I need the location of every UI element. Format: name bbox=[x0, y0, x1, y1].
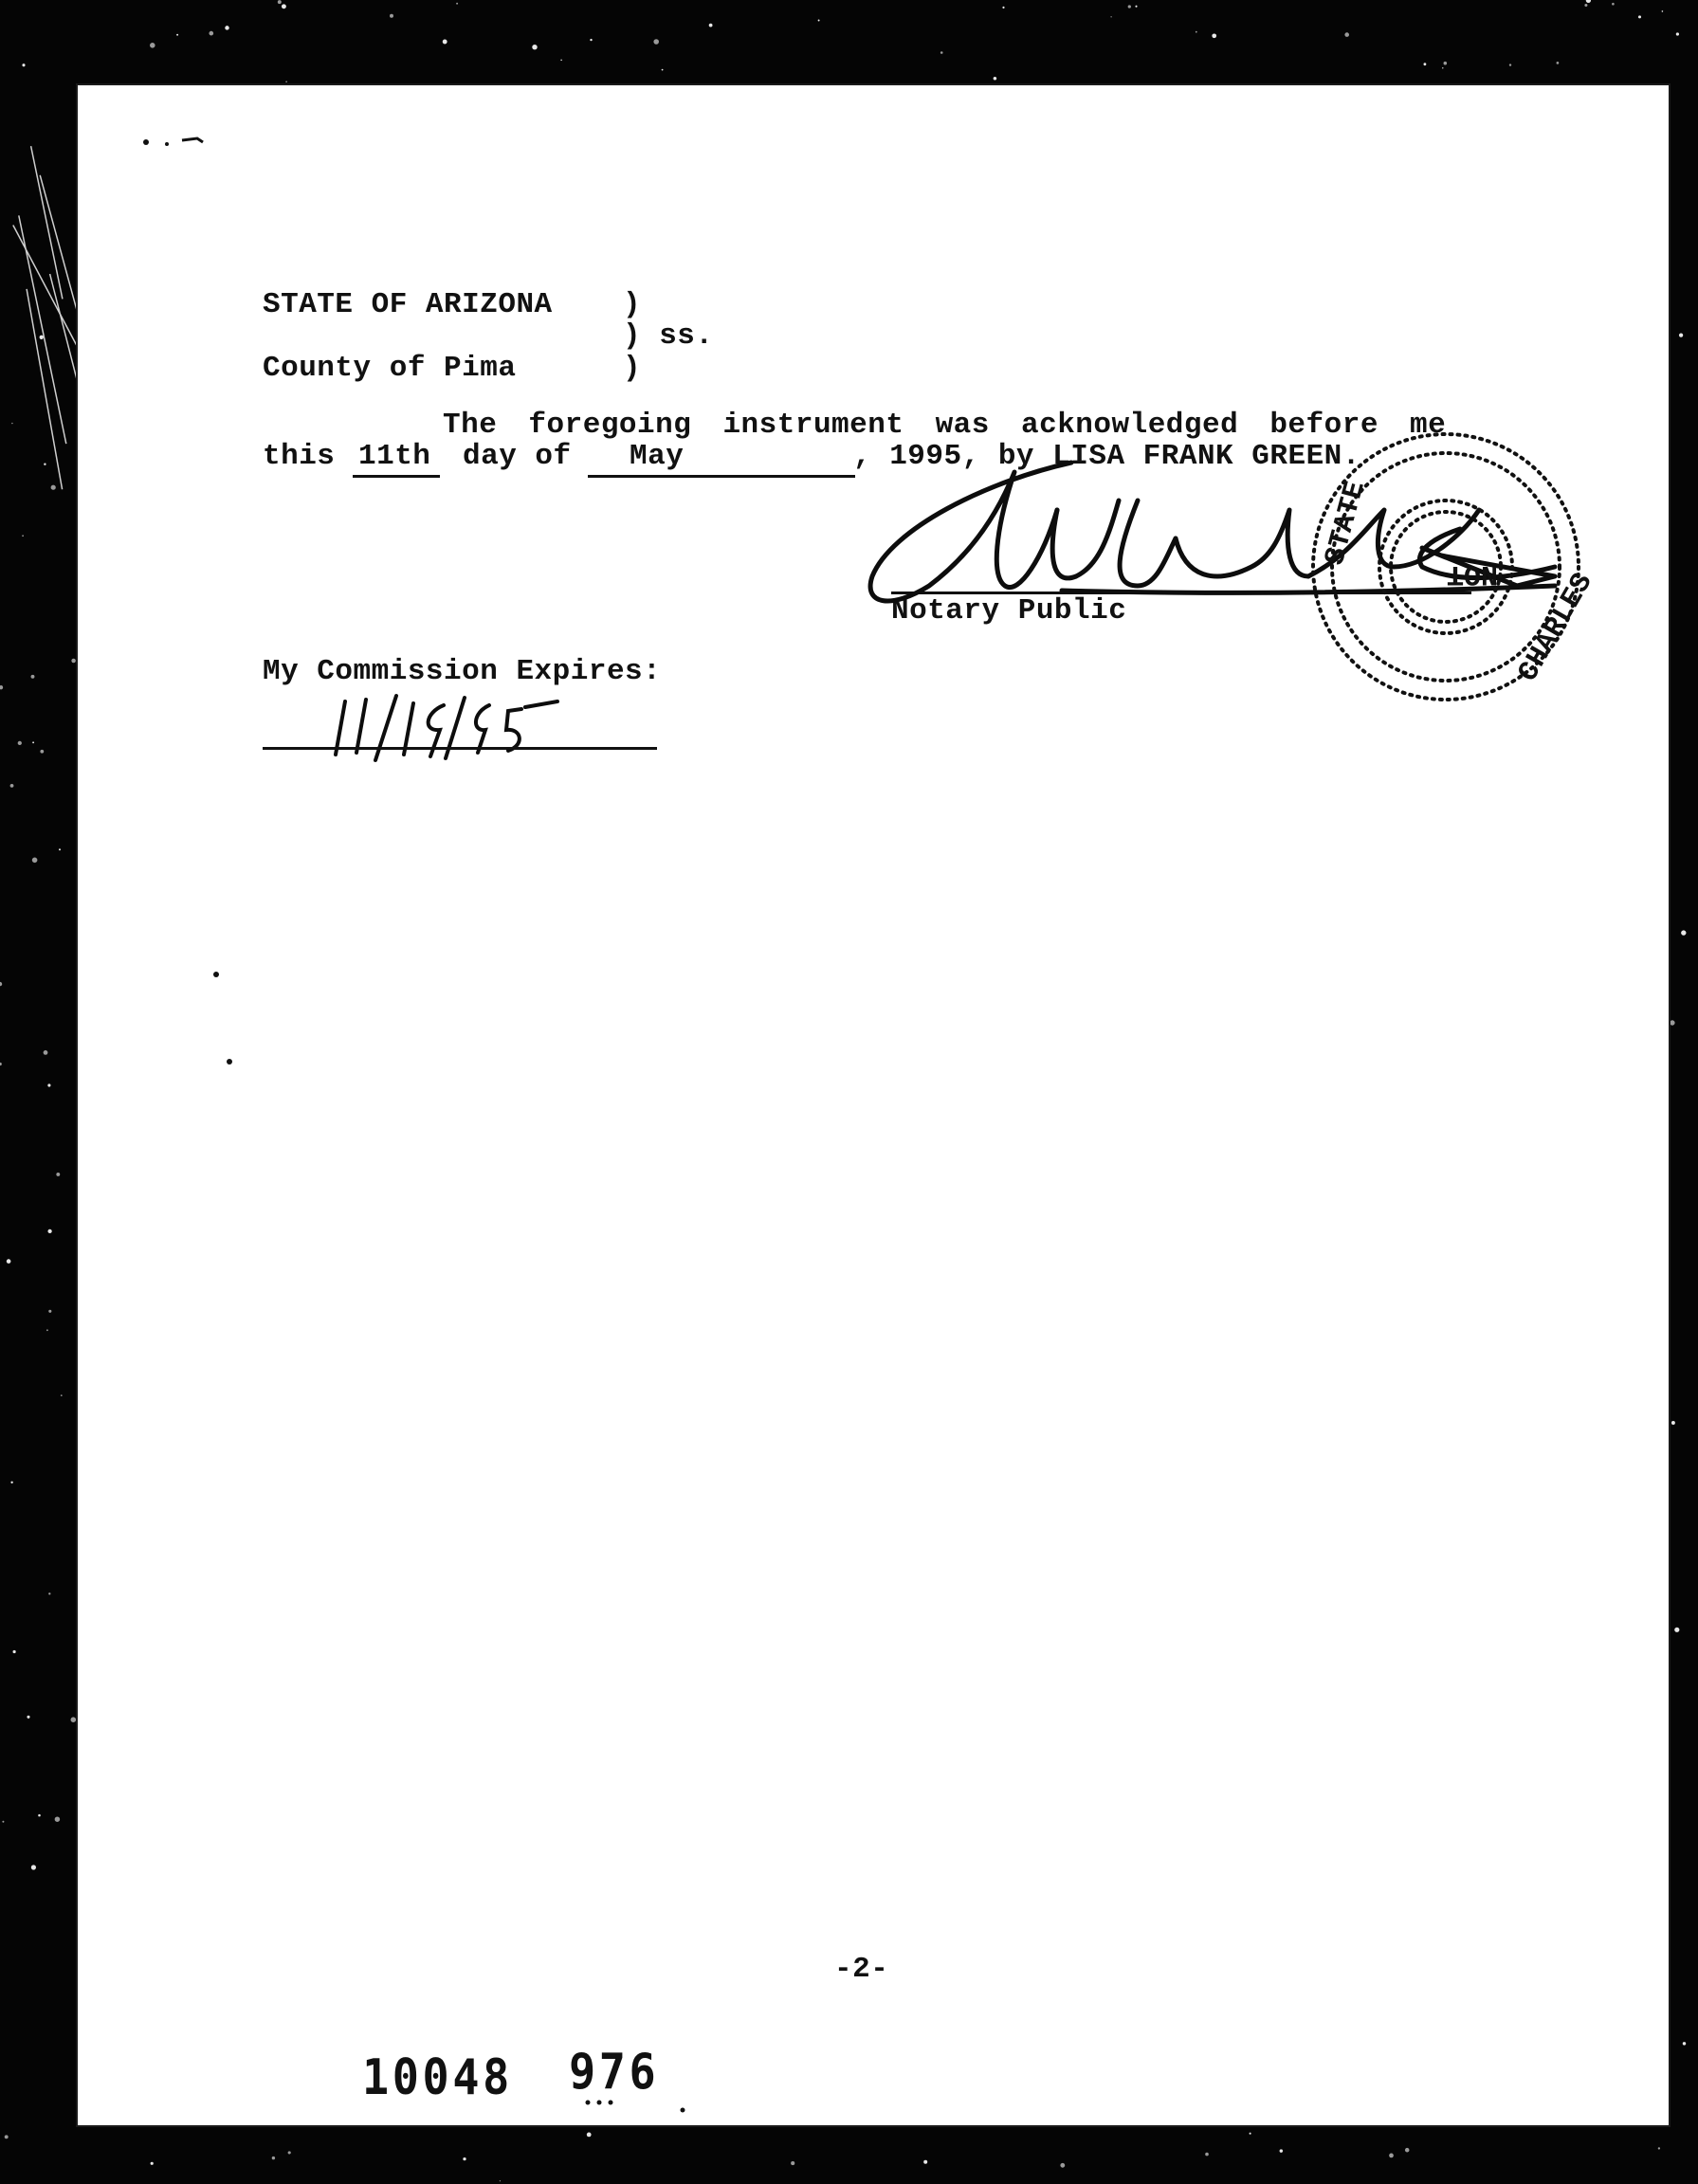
document-page bbox=[76, 83, 1671, 2127]
venue-ss: ) ss. bbox=[623, 319, 714, 353]
noise-speck bbox=[1670, 1020, 1674, 1025]
noise-speck bbox=[51, 485, 56, 490]
noise-speck bbox=[1662, 10, 1664, 12]
noise-scratch bbox=[19, 215, 66, 444]
noise-speck bbox=[940, 51, 943, 54]
commission-label: My Commission Expires: bbox=[263, 655, 662, 688]
noise-speck bbox=[560, 60, 561, 61]
noise-speck bbox=[46, 1329, 48, 1331]
noise-speck bbox=[662, 69, 664, 71]
venue-paren-top: ) bbox=[623, 288, 642, 321]
acknowledgment-day: 11th bbox=[358, 440, 431, 473]
stray-marks bbox=[140, 133, 216, 152]
noise-speck bbox=[59, 848, 61, 850]
venue-paren-bottom: ) bbox=[623, 352, 642, 385]
noise-speck bbox=[709, 24, 713, 27]
noise-speck bbox=[18, 741, 22, 745]
noise-speck bbox=[0, 685, 3, 689]
noise-speck bbox=[1405, 2148, 1410, 2153]
document-stamp-left: 10048 bbox=[362, 2049, 513, 2106]
noise-speck bbox=[443, 40, 447, 45]
noise-scratch bbox=[27, 289, 63, 489]
noise-speck bbox=[47, 1229, 51, 1233]
noise-speck bbox=[463, 2157, 466, 2160]
svg-text:STATE: STATE bbox=[1319, 478, 1373, 569]
acknowledgment-day-of: day of bbox=[463, 440, 572, 473]
noise-speck bbox=[1676, 32, 1679, 35]
noise-speck bbox=[272, 2157, 275, 2159]
noise-speck bbox=[1205, 2153, 1209, 2157]
noise-speck bbox=[994, 77, 997, 81]
noise-speck bbox=[32, 858, 38, 864]
noise-speck bbox=[22, 64, 25, 66]
noise-speck bbox=[44, 464, 46, 465]
noise-speck bbox=[1389, 2154, 1394, 2158]
noise-speck bbox=[1557, 62, 1560, 64]
noise-speck bbox=[48, 1310, 51, 1313]
noise-speck bbox=[1280, 2149, 1283, 2152]
noise-speck bbox=[1638, 15, 1641, 18]
noise-speck bbox=[1135, 6, 1137, 8]
noise-speck bbox=[31, 675, 35, 679]
noise-speck bbox=[176, 34, 178, 36]
noise-speck bbox=[285, 81, 287, 82]
noise-speck bbox=[40, 336, 44, 339]
noise-speck bbox=[1674, 1628, 1679, 1632]
noise-speck bbox=[27, 1716, 29, 1719]
noise-speck bbox=[1612, 3, 1615, 6]
noise-speck bbox=[1212, 33, 1216, 38]
noise-speck bbox=[48, 1592, 50, 1594]
document-stamp-right: 976 bbox=[569, 2044, 660, 2101]
noise-speck bbox=[40, 750, 44, 754]
notary-seal bbox=[1289, 406, 1612, 737]
county-heading: County of Pima bbox=[263, 352, 517, 385]
noise-speck bbox=[61, 1394, 63, 1396]
noise-speck bbox=[44, 1050, 48, 1055]
noise-speck bbox=[150, 43, 155, 48]
noise-speck bbox=[288, 2151, 291, 2154]
noise-speck bbox=[1444, 62, 1448, 65]
state-heading: STATE OF ARIZONA bbox=[263, 288, 553, 321]
noise-speck bbox=[13, 1650, 16, 1653]
acknowledgment-line-1: The foregoing instrument was acknowledged before me bbox=[443, 409, 1447, 442]
noise-speck bbox=[1584, 4, 1587, 7]
noise-speck bbox=[818, 20, 820, 22]
page-number: -2- bbox=[834, 1953, 889, 1986]
acknowledgment-year-by: , 1995, by LISA FRANK GREEN. bbox=[853, 440, 1360, 473]
notary-public-label: Notary Public bbox=[891, 594, 1127, 628]
noise-speck bbox=[2, 1821, 4, 1823]
margin-dots bbox=[209, 965, 246, 1079]
noise-speck bbox=[0, 982, 2, 986]
day-underline bbox=[353, 475, 440, 478]
noise-speck bbox=[7, 1259, 11, 1264]
noise-speck bbox=[923, 2160, 927, 2164]
noise-speck bbox=[532, 45, 537, 49]
noise-speck bbox=[1196, 31, 1197, 33]
noise-speck bbox=[500, 2180, 501, 2181]
noise-speck bbox=[1424, 63, 1427, 65]
noise-speck bbox=[1002, 7, 1004, 9]
noise-speck bbox=[151, 2162, 154, 2165]
noise-speck bbox=[1110, 16, 1111, 17]
noise-scratch bbox=[13, 226, 77, 346]
noise-speck bbox=[587, 2133, 592, 2138]
noise-speck bbox=[5, 2135, 9, 2138]
noise-speck bbox=[47, 1083, 50, 1086]
noise-speck bbox=[1509, 64, 1511, 65]
commission-date-line bbox=[263, 747, 657, 750]
noise-speck bbox=[10, 1482, 12, 1483]
noise-speck bbox=[1658, 2147, 1660, 2149]
noise-speck bbox=[791, 2161, 794, 2165]
noise-speck bbox=[1250, 2133, 1251, 2135]
noise-speck bbox=[390, 14, 393, 18]
noise-speck bbox=[1344, 32, 1349, 37]
noise-speck bbox=[653, 39, 659, 45]
noise-speck bbox=[278, 0, 282, 4]
noise-speck bbox=[1679, 333, 1683, 337]
acknowledgment-this: this bbox=[263, 440, 336, 473]
svg-text:NOT: NOT bbox=[1446, 557, 1498, 590]
noise-speck bbox=[1442, 67, 1443, 68]
noise-speck bbox=[55, 1816, 60, 1821]
noise-scratch bbox=[31, 146, 63, 299]
acknowledgment-month: May bbox=[630, 440, 685, 473]
noise-speck bbox=[1683, 2042, 1686, 2045]
noise-speck bbox=[1681, 930, 1686, 935]
noise-speck bbox=[456, 3, 458, 5]
noise-speck bbox=[1586, 0, 1591, 3]
noise-speck bbox=[38, 1814, 41, 1817]
noise-speck bbox=[1128, 5, 1131, 8]
noise-speck bbox=[31, 1865, 36, 1869]
noise-speck bbox=[282, 4, 286, 9]
noise-speck bbox=[590, 39, 592, 41]
commission-date-handwritten bbox=[322, 690, 569, 766]
noise-speck bbox=[22, 535, 24, 537]
noise-speck bbox=[1060, 2163, 1065, 2168]
noise-speck bbox=[11, 423, 12, 424]
noise-speck bbox=[209, 31, 213, 36]
noise-speck bbox=[32, 741, 34, 743]
stamp-dots bbox=[578, 2097, 692, 2116]
noise-speck bbox=[225, 26, 228, 29]
noise-speck bbox=[56, 1173, 60, 1176]
noise-speck bbox=[0, 1063, 2, 1065]
noise-speck bbox=[10, 784, 14, 788]
svg-text:CHARLES: CHARLES bbox=[1512, 568, 1600, 688]
noise-speck bbox=[1671, 1421, 1675, 1425]
month-underline bbox=[588, 475, 855, 478]
